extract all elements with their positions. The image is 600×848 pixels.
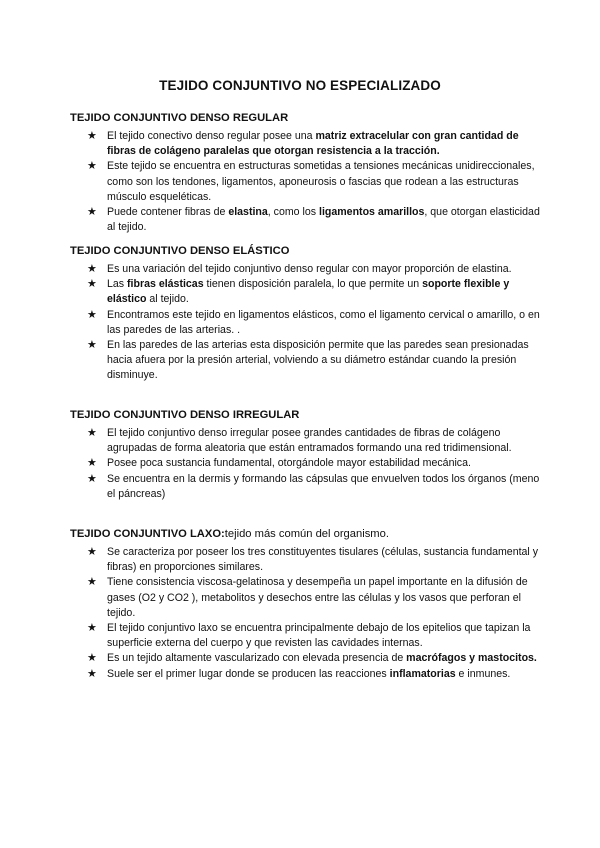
item-text: e inmunes. (455, 667, 511, 680)
item-text: Posee poca sustancia fundamental, otorgándole mayor estabilidad mecánica. (107, 457, 471, 470)
list-item (70, 456, 540, 471)
section-denso-elastico (70, 244, 540, 384)
item-bold-text: soporte flexible y elástico (107, 278, 510, 306)
item-bold-text: elastina (228, 206, 268, 219)
section-heading: TEJIDO CONJUNTIVO DENSO ELÁSTICO (70, 245, 290, 257)
section-laxo (70, 527, 540, 682)
star-icon: ★ (87, 206, 97, 219)
item-text: , como los (267, 206, 320, 219)
list-item (70, 575, 540, 621)
page-title: TEJIDO CONJUNTIVO NO ESPECIALIZADO (159, 78, 441, 93)
section-heading: TEJIDO CONJUNTIVO DENSO REGULAR (70, 112, 289, 124)
item-text: Se encuentra en la dermis y formando las cápsulas que envuelven todos los órganos (meno el páncreas) (107, 472, 540, 500)
star-icon: ★ (87, 652, 97, 665)
list-item (70, 129, 540, 159)
item-text: Este tejido se encuentra en estructuras sometidas a tensiones mecánicas unidireccionales, como son los tendones, ligamentos, aponeurosis o fascias que rodean a las estructuras músculo esqueléticas. (107, 160, 535, 203)
item-text: Encontramos este tejido en ligamentos elásticos, como el ligamento cervical o amarillo, o en las paredes de las arterias. . (107, 308, 540, 336)
item-text: Se caracteriza por poseer los tres constituyentes tisulares (células, sustancia fundamental y fibras) en proporciones similares. (107, 546, 539, 574)
item-text: Tiene consistencia viscosa-gelatinosa y desempeña un papel importante en la difusión de gases (O2 y CO2 ), metabolitos y desechos entre las células y los vasos que perforan el tejido. (107, 576, 528, 619)
star-icon: ★ (87, 339, 97, 352)
star-icon: ★ (87, 546, 97, 558)
item-text: , que otorgan elasticidad al tejido. (107, 206, 540, 234)
star-icon: ★ (87, 472, 97, 485)
list-item (70, 667, 540, 682)
item-text: tienen disposición paralela, lo que permite un (203, 278, 423, 291)
star-icon: ★ (87, 457, 97, 470)
item-bold-text: inflamatorias (389, 667, 456, 680)
star-icon: ★ (87, 308, 97, 321)
item-text: Las (107, 278, 128, 291)
list-item (70, 651, 540, 666)
star-icon: ★ (87, 278, 97, 291)
section-denso-irregular (70, 408, 540, 502)
list-item (70, 262, 540, 277)
item-text: El tejido conjuntivo denso irregular posee grandes cantidades de fibras de colágeno agrupadas de forma aleatoria que están entramados formando una red tridimensional. (107, 427, 512, 455)
item-text: Puede contener fibras de (107, 206, 229, 219)
section-heading: TEJIDO CONJUNTIVO DENSO IRREGULAR (70, 409, 300, 421)
bullet-list (70, 426, 540, 502)
list-item (70, 621, 540, 651)
item-text: Es una variación del tejido conjuntivo denso regular con mayor proporción de elastina. (107, 263, 512, 275)
section-denso-regular (70, 111, 540, 235)
list-item (70, 426, 540, 456)
section-heading (70, 527, 540, 541)
star-icon: ★ (87, 160, 97, 173)
item-text: En las paredes de las arterias esta disposición permite que las paredes sean presionadas hacia afuera por la presión arterial, volviendo a su diámetro estándar cuando la presión disminuye. (107, 339, 529, 382)
star-icon: ★ (87, 427, 97, 439)
bullet-list (70, 262, 540, 384)
star-icon: ★ (87, 667, 97, 680)
item-text: El tejido conectivo denso regular posee una (107, 130, 316, 142)
star-icon: ★ (87, 263, 97, 275)
item-bold-text: matriz extracelular con gran cantidad de fibras de colágeno paralelas que otorgan resistencia a la tracción. (107, 130, 519, 158)
list-item (70, 159, 540, 205)
list-item (70, 545, 540, 575)
item-bold-text: ligamentos amarillos (319, 206, 425, 219)
list-item (70, 205, 540, 235)
bullet-list (70, 129, 540, 235)
list-item (70, 277, 540, 307)
bullet-list (70, 545, 540, 682)
item-text: Suele ser el primer lugar donde se producen las reacciones (107, 667, 390, 680)
item-bold-text: fibras elásticas (127, 278, 204, 291)
item-text: al tejido. (146, 293, 189, 306)
section-heading-label: TEJIDO CONJUNTIVO LAXO: (70, 528, 225, 540)
item-text: Es un tejido altamente vascularizado con elevada presencia de (107, 652, 407, 665)
item-bold-text: macrófagos y mastocitos. (406, 652, 537, 665)
list-item (70, 308, 540, 338)
star-icon: ★ (87, 576, 97, 589)
list-item (70, 472, 540, 502)
star-icon: ★ (87, 622, 97, 635)
item-text: El tejido conjuntivo laxo se encuentra principalmente debajo de los epitelios que tapizan la superficie externa del cuerpo y que revisten las cavidades internas. (107, 622, 531, 650)
list-item (70, 338, 540, 384)
star-icon: ★ (87, 130, 97, 142)
section-heading-description: tejido más común del organismo. (224, 528, 389, 540)
